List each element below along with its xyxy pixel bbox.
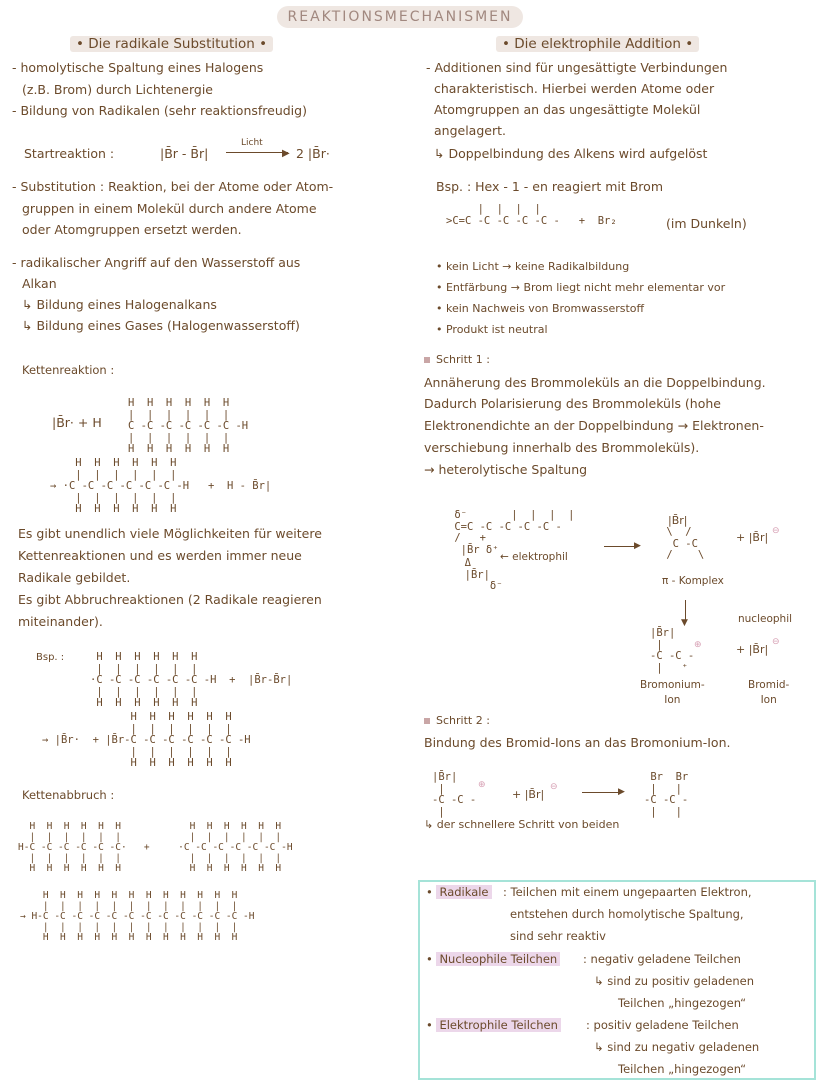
text-line: ↳ Doppelbindung des Alkens wird aufgelöst xyxy=(434,146,708,161)
page-title: REAKTIONSMECHANISMEN xyxy=(277,6,523,28)
text-line: • kein Nachweis von Bromwasserstoff xyxy=(436,302,645,315)
minus-charge-icon: ⊖ xyxy=(772,637,780,647)
text-line: Atomgruppen an das ungesättigte Molekül xyxy=(434,102,701,117)
kettenreaktion-label: Kettenreaktion : xyxy=(22,363,115,377)
text-line: ↳ sind zu positiv geladenen xyxy=(594,974,755,988)
step2-plus: + |B̄r| xyxy=(512,788,545,801)
left-heading: • Die radikale Substitution • xyxy=(70,34,273,54)
pi-complex-label: π - Komplex xyxy=(662,575,724,587)
text-line: charakteristisch. Hierbei werden Atome oder xyxy=(434,81,715,96)
square-bullet-icon xyxy=(424,718,430,724)
text-line: : Teilchen mit einem ungepaarten Elektron, xyxy=(503,885,752,899)
text-line: oder Atomgruppen ersetzt werden. xyxy=(22,222,242,237)
text-line: angelagert. xyxy=(434,123,506,138)
text-line: verschiebung innerhalb des Brommoleküls). xyxy=(424,440,700,455)
schritt2-text: Bindung des Bromid-Ions an das Bromonium-Ion. xyxy=(424,735,731,750)
pi-complex: \ / C -C / \ xyxy=(666,526,705,561)
hexen-formula: | | | | >C=C -C -C -C -C - + Br₂ xyxy=(446,203,617,227)
arrow-icon xyxy=(226,152,288,153)
bromid-label: Bromid- Ion xyxy=(748,679,790,706)
kettenabbruch-eq1: H H H H H H H H H H H H | | | | | | | | | | | | H-C -C -C -C -C -C· + ·C -C -C -C -C -C -H | | | | | | | | | | | | H H H H H H H H H H H H xyxy=(18,821,293,874)
text-line: - homolytische Spaltung eines Halogens xyxy=(12,60,264,75)
plus-charge-icon: ⊕ xyxy=(478,780,486,790)
plus-charge-icon: ⊕ xyxy=(694,640,702,650)
schritt1-label: Schritt 1 : xyxy=(424,352,490,367)
text-line: : positiv geladene Teilchen xyxy=(586,1018,739,1032)
bsp-eq2: H H H H H H | | | | | | → |B̄r· + |B̄r-C -C -C -C -C -C -H | | | | | | H H H H H H xyxy=(42,711,251,769)
start-reaction-rhs: 2 |B̄r· xyxy=(296,146,330,161)
text-line: - radikalischer Angriff auf den Wasserstoff aus xyxy=(12,255,301,270)
bromide-plus: + |B̄r| xyxy=(736,531,769,544)
polarized-alkene: δ⁻ | | | | C=C -C -C -C -C - / + |B̄r δ⁺ xyxy=(454,509,575,556)
text-line: entstehen durch homolytische Spaltung, xyxy=(510,907,744,921)
minus-charge-icon: ⊖ xyxy=(772,526,780,536)
text-line: Teilchen „hingezogen“ xyxy=(618,1062,747,1076)
text-line: ↳ Bildung eines Gases (Halogenwasserstoff) xyxy=(22,318,300,333)
text-line: • Entfärbung → Brom liegt nicht mehr elementar vor xyxy=(436,281,726,294)
schritt2-label: Schritt 2 : xyxy=(424,713,490,728)
def-radikale-term: • Radikale xyxy=(426,885,492,900)
text-line: Alkan xyxy=(22,276,57,291)
start-reaction-lhs: |B̄r - B̄r| xyxy=(160,146,209,161)
def-nucleo-term: • Nucleophile Teilchen xyxy=(426,952,560,967)
dunkel-note: (im Dunkeln) xyxy=(666,216,747,231)
text-line: : negativ geladene Teilchen xyxy=(583,952,741,966)
text-line: ↳ Bildung eines Halogenalkans xyxy=(22,297,217,312)
start-reaction-label: Startreaktion : xyxy=(24,146,115,161)
text-line: Kettenreaktionen und es werden immer neue xyxy=(18,548,302,563)
pi-complex-br: |B̄r| xyxy=(668,514,688,527)
arrow-head-icon: ▼ xyxy=(681,618,688,628)
text-line: Elektronendichte an der Doppelbindung → Elektronen- xyxy=(424,418,764,433)
arrow-icon xyxy=(582,792,622,793)
text-line: Dadurch Polarisierung des Brommoleküls (hohe xyxy=(424,396,721,411)
text-line: - Bildung von Radikalen (sehr reaktionsfreudig) xyxy=(12,103,307,118)
step2-rhs: Br Br | | -C -C - | | xyxy=(644,771,689,818)
text-line: miteinander). xyxy=(18,614,103,629)
bromonium-label: Bromonium- Ion xyxy=(640,679,705,706)
text-line: gruppen in einem Molekül durch andere Atome xyxy=(22,201,317,216)
step2-lhs: |B̄r| | -C -C - | xyxy=(432,771,477,818)
text-line: sind sehr reaktiv xyxy=(510,929,606,943)
text-line: Es gibt Abbruchreaktionen (2 Radikale reagieren xyxy=(18,592,322,607)
text-line: Radikale gebildet. xyxy=(18,570,131,585)
right-heading: • Die elektrophile Addition • xyxy=(496,34,699,54)
text-line: → heterolytische Spaltung xyxy=(424,462,588,477)
bsp-label: Bsp. : xyxy=(36,652,65,663)
text-line: (z.B. Brom) durch Lichtenergie xyxy=(22,82,213,97)
text-line: - Substitution : Reaktion, bei der Atome oder Atom- xyxy=(12,179,334,194)
bromonium-ion: |B̄r| | -C -C - | ⁺ xyxy=(650,627,695,674)
kettenreaktion-eq2: H H H H H H | | | | | | → ·C -C -C -C -C -C -H + H - B̄r| | | | | | | H H H H H H xyxy=(50,457,272,515)
nucleophil-label: nucleophil xyxy=(738,613,793,625)
text-line: Teilchen „hingezogen“ xyxy=(618,996,747,1010)
polarized-bromine: Δ |B̄r| δ⁻ xyxy=(464,557,503,592)
step2-note: ↳ der schnellere Schritt von beiden xyxy=(424,818,620,831)
def-elektro-term: • Elektrophile Teilchen xyxy=(426,1018,561,1033)
text-line: ↳ sind zu negativ geladenen xyxy=(594,1040,760,1054)
arrow-head-icon: ▶ xyxy=(634,541,641,551)
bsp-eq1: H H H H H H | | | | | | ·C -C -C -C -C -C -H + |B̄r-B̄r| | | | | | | H H H H H H xyxy=(90,651,293,709)
square-bullet-icon xyxy=(424,357,430,363)
minus-charge-icon: ⊖ xyxy=(550,782,558,792)
elektrophil-label: ← elektrophil xyxy=(500,551,568,563)
bromide-plus-2: + |B̄r| xyxy=(736,643,769,656)
arrow-head-icon: ▶ xyxy=(282,148,290,159)
text-line: - Additionen sind für ungesättigte Verbindungen xyxy=(426,60,728,75)
text-line: • kein Licht → keine Radikalbildung xyxy=(436,260,630,273)
kettenreaktion-eq1-prefix: |B̄r· + H xyxy=(52,415,102,430)
kettenabbruch-eq2: H H H H H H H H H H H H | | | | | | | | | | | | → H-C -C -C -C -C -C -C -C -C -C -C -C -H | | | | | | | | | | | | H H H H H H H H H H H H xyxy=(20,890,255,943)
bsp-hexen: Bsp. : Hex - 1 - en reagiert mit Brom xyxy=(436,179,663,194)
text-line: Annäherung des Brommoleküls an die Doppelbindung. xyxy=(424,375,766,390)
arrow-head-icon: ▶ xyxy=(618,787,625,797)
kettenabbruch-label: Kettenabbruch : xyxy=(22,788,115,802)
start-reaction-condition: Licht xyxy=(241,138,263,148)
arrow-icon xyxy=(604,546,638,547)
kettenreaktion-eq1: H H H H H H | | | | | | C -C -C -C -C -C -H | | | | | | H H H H H H xyxy=(128,397,249,455)
text-line: • Produkt ist neutral xyxy=(436,323,548,336)
text-line: Es gibt unendlich viele Möglichkeiten für weitere xyxy=(18,526,322,541)
